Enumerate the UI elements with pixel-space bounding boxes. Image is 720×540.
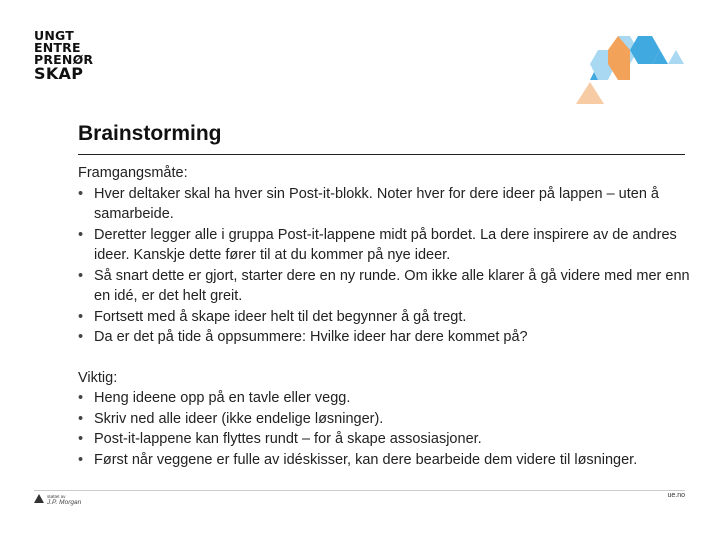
section-spacer [78,348,690,368]
sponsor-logo [34,494,81,506]
slide-content [78,163,690,470]
sponsor-name: J.P. Morgan [47,499,82,506]
list-item: • Først når veggene er fulle av idéskisser, kan dere bearbeide dem videre til løsninger. [78,450,690,471]
logo-line-4: SKAP [34,63,84,83]
logo-line-3: PRENØR [34,51,94,67]
procedure-list [78,184,690,348]
footer-url: ue.no [667,492,685,499]
list-item: • Post-it-lappene kan flyttes rundt – for å skape assosiasjoner. [78,429,690,450]
decorative-shapes-icon [572,30,692,110]
logo-line-2: ENTRE [34,39,81,55]
list-item: • Hver deltaker skal ha hver sin Post-it-blokk. Noter hver for dere ideer på lappen – uten å samarbeide. [78,184,690,225]
ue-logo [34,30,94,81]
list-item: • Heng ideene opp på en tavle eller vegg. [78,388,690,409]
sponsor-triangle-icon [34,494,44,503]
list-item: • Deretter legger alle i gruppa Post-it-lappene midt på bordet. La dere inspirere av de andres ideer. Kanskje dette fører til at du kommer på nye ideer. [78,225,690,266]
procedure-label: Framgangsmåte: [78,165,188,181]
important-label: Viktig: [78,369,118,386]
important-list [78,388,690,470]
footer-divider [34,490,685,491]
slide-title: Brainstorming [78,122,222,145]
list-item: • Fortsett med å skape ideer helt til det begynner å gå tregt. [78,307,690,328]
logo-line-1: UNGT [34,28,74,43]
title-divider [78,154,685,155]
sponsor-small-text: støttet av [47,494,66,499]
list-item: • Da er det på tide å oppsummere: Hvilke ideer har dere kommet på? [78,327,690,348]
list-item: • Skriv ned alle ideer (ikke endelige løsninger). [78,409,690,430]
list-item: • Så snart dette er gjort, starter dere en ny runde. Om ikke alle klarer å gå videre med mer enn en idé, er det helt greit. [78,266,690,307]
